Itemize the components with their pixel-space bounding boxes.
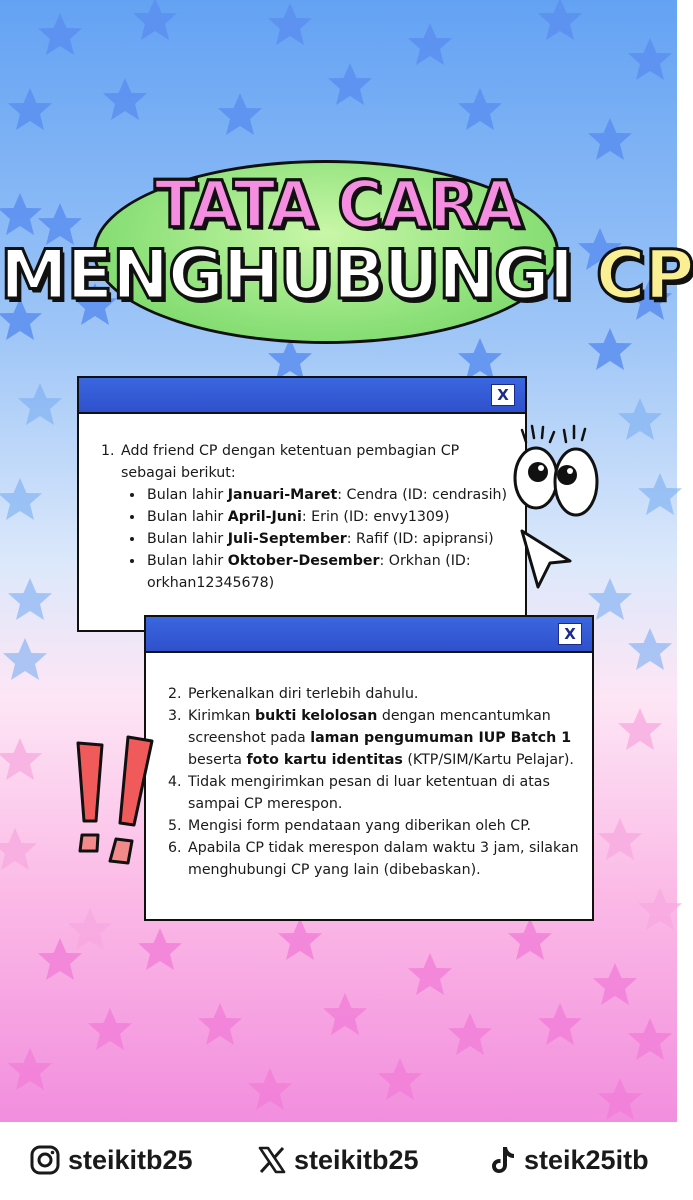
cp-months: April-Juni <box>227 509 302 525</box>
tiktok-link[interactable] <box>490 1144 649 1176</box>
instagram-icon <box>30 1145 60 1175</box>
cp-prefix: Bulan lahir <box>147 487 228 503</box>
step-3-text: dengan mencantumkan screenshot pada <box>188 708 551 746</box>
social-footer <box>0 1122 677 1200</box>
info-window-cp-list <box>77 376 527 632</box>
cp-assignment-item <box>145 506 511 528</box>
step-1-text: Add friend CP dengan ketentuan pembagian CP sebagai berikut: <box>121 443 460 481</box>
tiktok-icon <box>490 1145 516 1175</box>
cp-detail: : Cendra (ID: cendrasih) <box>337 487 508 503</box>
close-button[interactable]: X <box>558 623 582 645</box>
cp-prefix: Bulan lahir <box>147 509 228 525</box>
cp-detail: : Rafif (ID: apipransi) <box>346 531 494 547</box>
cp-assignment-item <box>145 484 511 506</box>
step-4-text: Tidak mengirimkan pesan di luar ketentuan di atas sampai CP merespon. <box>188 774 550 812</box>
step-3-bold: bukti kelolosan <box>255 708 378 724</box>
x-handle: steikitb25 <box>294 1144 419 1175</box>
step-2-text: Perkenalkan diri terlebih dahulu. <box>188 686 419 702</box>
x-link[interactable] <box>258 1144 419 1176</box>
cp-assignment-item <box>145 528 511 550</box>
step-3-text: Kirimkan <box>188 708 256 724</box>
cp-assignment-list <box>121 484 511 594</box>
cp-detail: : Erin (ID: envy1309) <box>301 509 450 525</box>
window-title-bar <box>79 378 525 414</box>
steps-list-continued <box>166 683 584 881</box>
cp-months: Juli-September <box>227 531 347 547</box>
step-6 <box>186 837 584 881</box>
step-5 <box>186 815 584 837</box>
step-3 <box>186 705 584 771</box>
window-title-bar <box>146 617 592 653</box>
cp-months: Januari-Maret <box>227 487 338 503</box>
step-2 <box>186 683 584 705</box>
title-line-2 <box>0 236 693 315</box>
cp-months: Oktober-Desember <box>227 553 380 569</box>
info-window-steps <box>144 615 594 921</box>
step-3-text: beserta <box>188 752 247 768</box>
step-3-bold: foto kartu identitas <box>246 752 403 768</box>
step-4 <box>186 771 584 815</box>
step-3-text: (KTP/SIM/Kartu Pelajar). <box>402 752 574 768</box>
cp-prefix: Bulan lahir <box>147 531 228 547</box>
instagram-handle: steikitb25 <box>68 1144 193 1175</box>
cp-prefix: Bulan lahir <box>147 553 228 569</box>
step-6-text: Apabila CP tidak merespon dalam waktu 3 jam, silakan menghubungi CP yang lain (dibebaskan). <box>188 840 579 878</box>
tiktok-handle: steik25itb <box>524 1144 649 1175</box>
title-line-1: TATA CARA <box>154 166 523 243</box>
cp-assignment-item <box>145 550 511 594</box>
cp-detail: : Orkhan (ID: orkhan12345678) <box>147 553 471 591</box>
steps-list <box>99 440 511 594</box>
close-button[interactable]: X <box>491 384 515 406</box>
step-1 <box>119 440 511 594</box>
title-cp-accent: CP <box>595 236 693 315</box>
x-logo-icon <box>258 1146 286 1174</box>
step-5-text: Mengisi form pendataan yang diberikan oleh CP. <box>188 818 532 834</box>
step-3-bold: laman pengumuman IUP Batch 1 <box>310 730 572 746</box>
cursor-arrow-icon <box>516 525 578 593</box>
title-line-2-main: MENGHUBUNGI <box>0 236 574 315</box>
double-exclamation-icon <box>70 735 170 870</box>
googly-eyes-icon <box>510 420 605 520</box>
instagram-link[interactable] <box>30 1144 193 1176</box>
